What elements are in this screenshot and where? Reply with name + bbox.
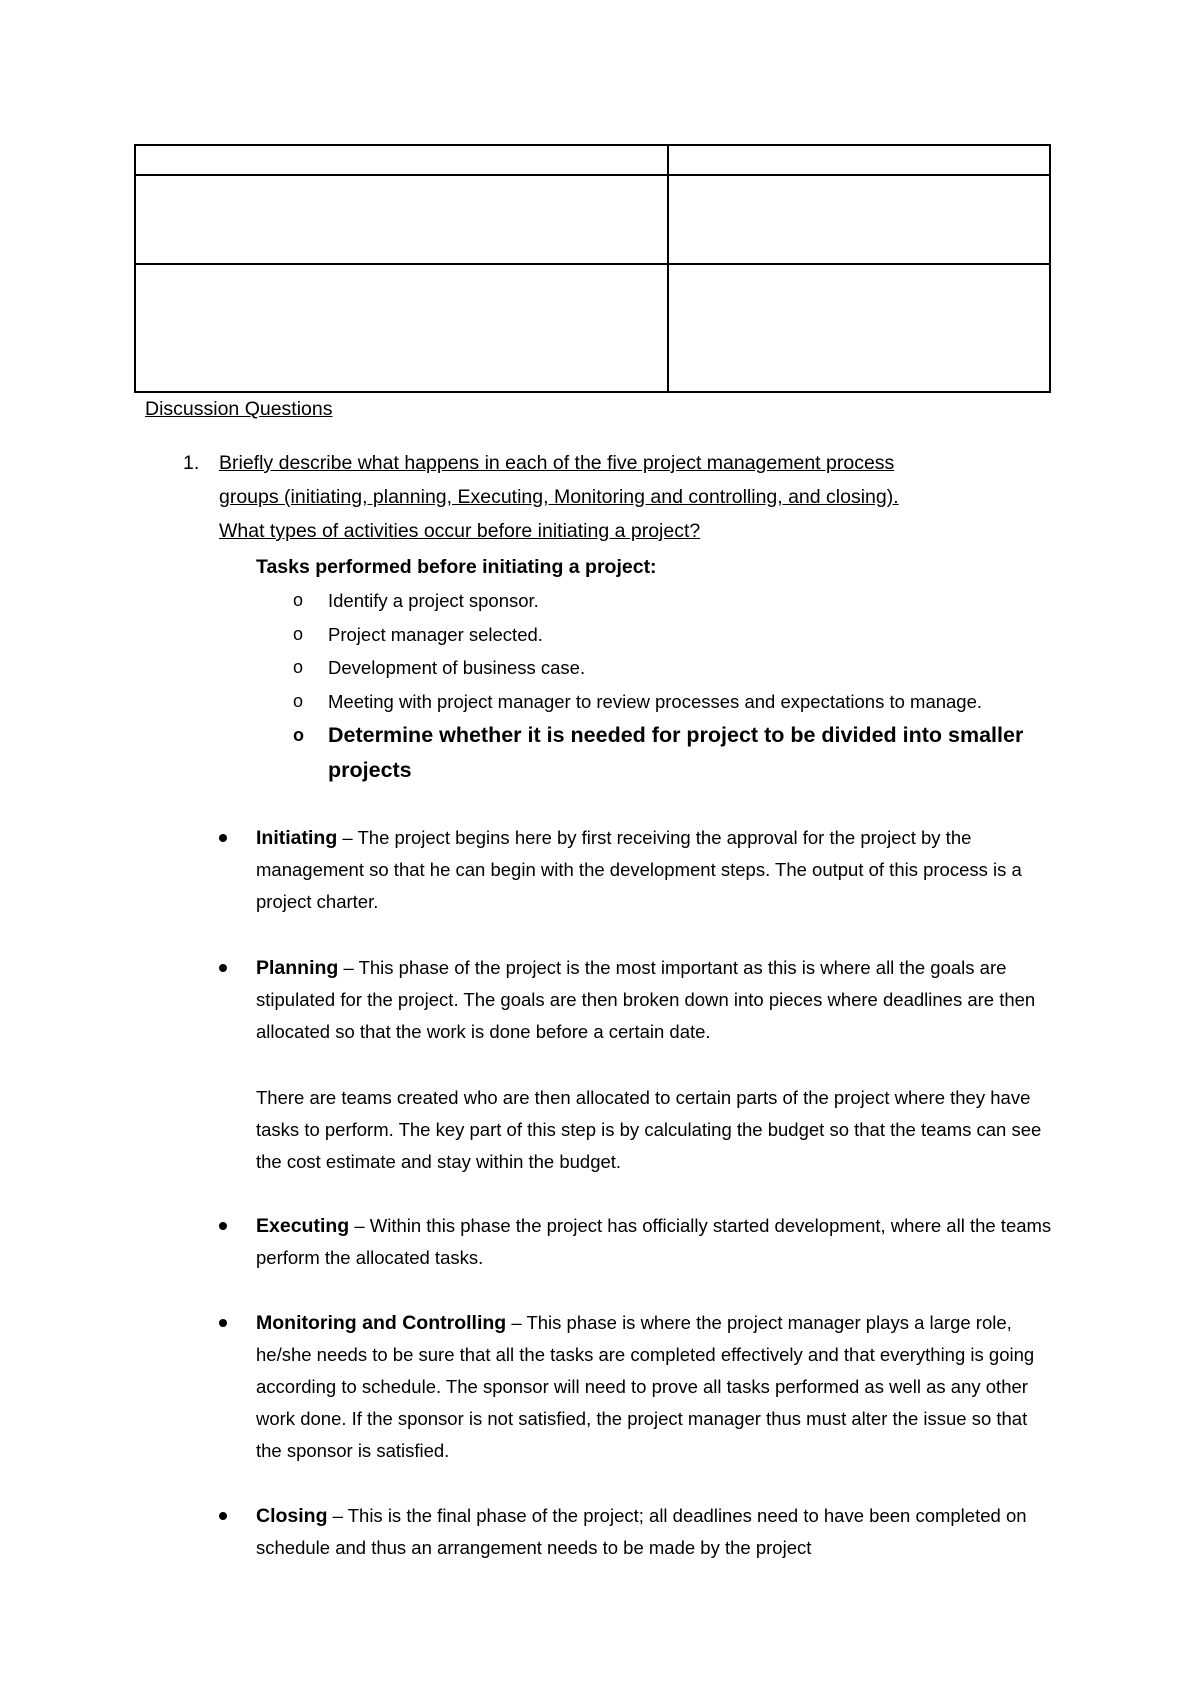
process-group-text: – This is the final phase of the project; all deadlines need to have been completed on schedule and thus an arrangement needs to be made by the project — [256, 1505, 1027, 1558]
list-item — [219, 1500, 1059, 1564]
circle-bullet-icon: o — [293, 657, 304, 677]
process-group-description — [256, 952, 1056, 1048]
bullet-icon — [219, 964, 227, 972]
section-heading: Discussion Questions — [145, 398, 333, 420]
circle-bullet-icon: o — [293, 590, 304, 610]
table-row-divider — [136, 174, 1049, 176]
question-number: 1. — [183, 452, 200, 474]
process-group-text: – The project begins here by first receiving the approval for the project by the management so that he can begin with the development steps. The output of this process is a project charter. — [256, 827, 1022, 912]
table-column-divider — [667, 146, 669, 391]
list-item — [219, 1307, 1059, 1467]
circle-bullet-icon: o — [293, 690, 304, 711]
empty-table — [134, 144, 1051, 393]
task-text: Project manager selected. — [328, 623, 543, 645]
list-item — [219, 822, 1059, 918]
process-group-term: Executing — [256, 1215, 350, 1237]
bullet-icon — [219, 1512, 227, 1520]
bullet-icon — [219, 834, 227, 842]
process-group-text: – Within this phase the project has officially started development, where all the teams perform the allocated tasks. — [256, 1215, 1052, 1268]
process-group-term: Planning — [256, 957, 339, 979]
question-line: Briefly describe what happens in each of the five project management process — [219, 452, 895, 474]
list-item — [219, 952, 1059, 1048]
bullet-icon — [219, 1222, 227, 1230]
list-item — [293, 651, 1068, 685]
circle-bullet-icon: o — [293, 725, 304, 745]
process-group-term: Initiating — [256, 827, 338, 849]
tasks-heading: Tasks performed before initiating a project: — [256, 556, 657, 578]
process-group-description — [256, 822, 1056, 918]
process-group-term: Closing — [256, 1505, 328, 1527]
circle-bullet-icon: o — [293, 623, 304, 644]
process-group-term: Monitoring and Controlling — [256, 1312, 507, 1334]
tasks-list — [293, 584, 1068, 788]
list-item — [293, 718, 1068, 788]
list-item — [293, 618, 1068, 652]
task-text: Identify a project sponsor. — [328, 590, 539, 611]
process-group-text: – This phase of the project is the most important as this is where all the goals are stipulated for the project. The goals are then broken down into pieces where deadlines are then allocated so that the work is done before a certain date. — [256, 957, 1036, 1042]
list-item — [293, 584, 1068, 618]
list-item — [293, 685, 1068, 719]
question-line: What types of activities occur before initiating a project? — [219, 520, 701, 542]
process-group-description — [256, 1210, 1056, 1274]
process-group-description — [256, 1307, 1056, 1467]
list-item — [219, 1210, 1059, 1274]
process-group-text: – This phase is where the project manager plays a large role, he/she needs to be sure that all the tasks are completed effectively and that everything is going according to schedule. The sponsor will need to prove all tasks performed as well as any other work done. If the sponsor is not satisfied, the project manager thus must alter the issue so that the sponsor is satisfied. — [256, 1312, 1035, 1461]
bullet-icon — [219, 1319, 227, 1327]
question-line: groups (initiating, planning, Executing, Monitoring and controlling, and closing). — [219, 486, 899, 508]
task-text: Development of business case. — [328, 657, 586, 678]
task-text: Determine whether it is needed for project to be divided into smaller projects — [328, 723, 1024, 782]
process-group-description — [256, 1500, 1056, 1564]
planning-extra-paragraph: There are teams created who are then allocated to certain parts of the project where they have tasks to perform. The key part of this step is by calculating the budget so that the teams can see the cost estimate and stay within the budget. — [256, 1087, 1042, 1172]
table-row-divider — [136, 263, 1049, 265]
task-text: Meeting with project manager to review processes and expectations to manage. — [328, 690, 983, 712]
